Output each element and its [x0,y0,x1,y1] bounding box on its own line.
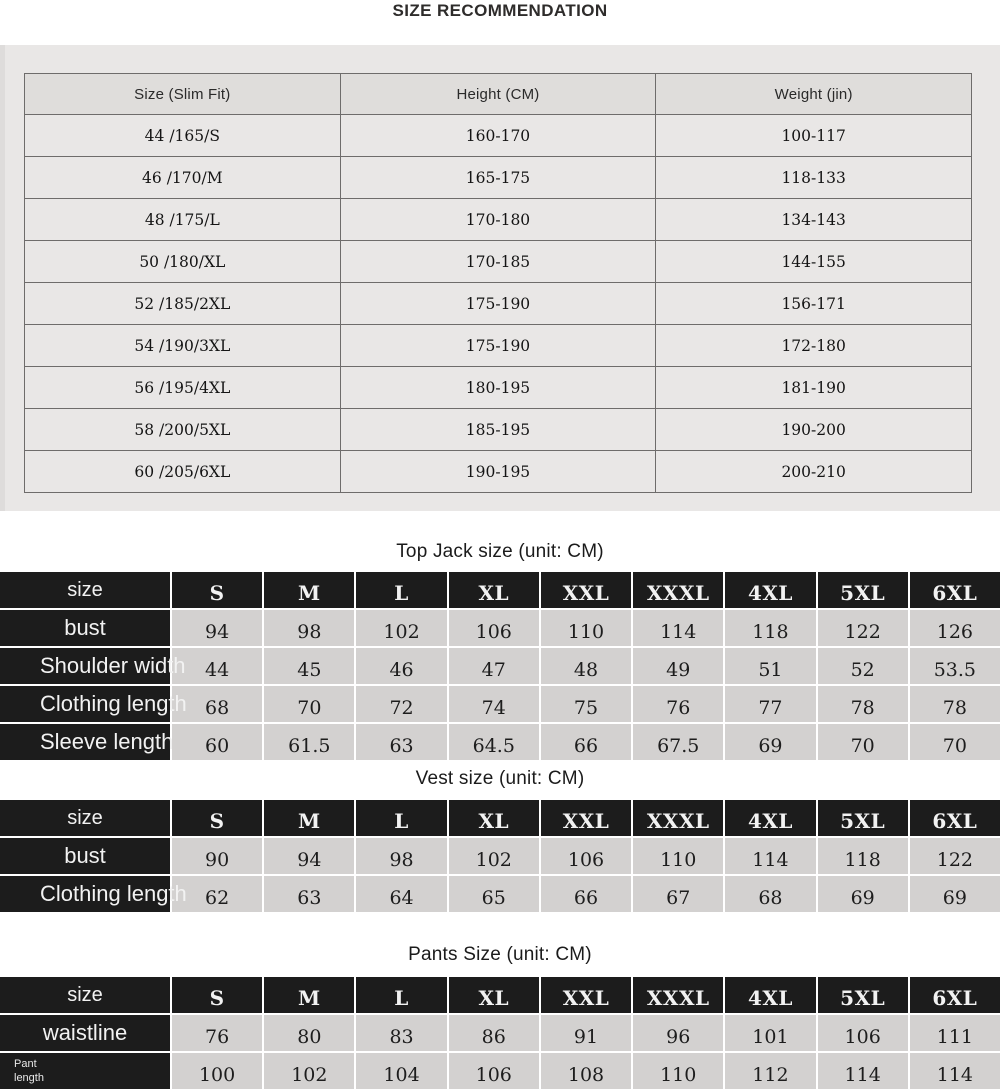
value-cell: 91 [541,1015,631,1051]
value-cell: 118 [725,610,815,646]
table-row [25,367,972,409]
value-cell: 64 [356,876,446,912]
value-cell: 106 [449,1053,539,1089]
value-cell: 65 [449,876,539,912]
value-cell: 77 [725,686,815,722]
pants-size-table [0,977,1000,1089]
value-cell: 78 [910,686,1000,722]
value-cell: 102 [264,1053,354,1089]
row-label-text: waistline [42,1020,128,1045]
table-row [25,157,972,199]
top-jacket-size-table [0,572,1000,760]
row-label-cell [0,686,187,722]
size-header-cell: M [264,800,354,836]
value-cell: 75 [541,686,631,722]
size-header-cell: XXXL [633,977,723,1013]
size-header-cell: S [172,977,262,1013]
value-cell: 94 [264,838,354,874]
table-cell: 160-170 [340,115,656,157]
row-label-cell [0,876,187,912]
table-cell: 200-210 [656,451,972,493]
value-cell: 110 [633,838,723,874]
row-label-text: bust [64,615,106,640]
table-row [25,283,972,325]
value-cell: 47 [449,648,539,684]
section-heading-pants: Pants Size (unit: CM) [408,944,592,965]
value-cell: 68 [725,876,815,912]
value-cell: 74 [449,686,539,722]
value-cell: 118 [818,838,908,874]
value-cell: 76 [172,1015,262,1051]
value-cell: 69 [818,876,908,912]
size-header-cell: 6XL [910,800,1000,836]
size-header-cell: XXL [541,800,631,836]
value-cell: 80 [264,1015,354,1051]
value-cell: 111 [910,1015,1000,1051]
value-cell: 102 [356,610,446,646]
value-cell: 62 [172,876,262,912]
value-cell: 101 [725,1015,815,1051]
value-cell: 108 [541,1053,631,1089]
table-header-cell: Weight (jin) [656,74,972,115]
table-header-row [25,74,972,115]
value-cell: 72 [356,686,446,722]
table-row [25,409,972,451]
value-cell: 110 [633,1053,723,1089]
size-header-cell: 4XL [725,572,815,608]
value-cell: 106 [449,610,539,646]
table-cell: 60 /205/6XL [25,451,341,493]
row-label-cell [0,1015,170,1051]
value-cell: 49 [633,648,723,684]
table-cell: 52 /185/2XL [25,283,341,325]
size-header-cell: XL [449,572,539,608]
value-cell: 83 [356,1015,446,1051]
value-cell: 112 [725,1053,815,1089]
table-header-cell: Height (CM) [340,74,656,115]
value-cell: 44 [172,648,262,684]
size-header-cell: M [264,572,354,608]
value-cell: 110 [541,610,631,646]
row-label-cell [0,610,170,646]
value-cell: 70 [910,724,1000,760]
size-header-cell: S [172,800,262,836]
value-cell: 90 [172,838,262,874]
value-cell: 66 [541,724,631,760]
value-cell: 51 [725,648,815,684]
value-cell: 106 [818,1015,908,1051]
value-cell: 61.5 [264,724,354,760]
value-cell: 102 [449,838,539,874]
value-cell: 122 [910,838,1000,874]
size-corner-cell: size [0,572,170,608]
row-label-text: Sleeve length [40,729,174,754]
vest-size-table [0,800,1000,912]
size-header-cell: 5XL [818,977,908,1013]
table-cell: 165-175 [340,157,656,199]
vest-size-grid [0,800,1000,912]
top-jacket-size-grid [0,572,1000,760]
table-cell: 44 /165/S [25,115,341,157]
size-header-cell: XXXL [633,572,723,608]
value-cell: 67.5 [633,724,723,760]
value-cell: 45 [264,648,354,684]
table-cell: 134-143 [656,199,972,241]
value-cell: 100 [172,1053,262,1089]
size-header-cell: XL [449,977,539,1013]
row-label-text: Clothing length [40,881,187,906]
table-cell: 172-180 [656,325,972,367]
section-heading-top-jacket: Top Jack size (unit: CM) [396,541,604,562]
value-cell: 48 [541,648,631,684]
size-corner-cell: size [0,977,170,1013]
value-cell: 126 [910,610,1000,646]
table-cell: 180-195 [340,367,656,409]
size-header-cell: L [356,800,446,836]
size-header-cell: L [356,977,446,1013]
row-label-cell [0,838,170,874]
value-cell: 98 [356,838,446,874]
size-header-cell: XXL [541,977,631,1013]
table-cell: 170-180 [340,199,656,241]
table-cell: 48 /175/L [25,199,341,241]
row-label-text: Clothing length [40,691,187,716]
size-header-cell: 4XL [725,977,815,1013]
table-cell: 56 /195/4XL [25,367,341,409]
table-header-cell: Size (Slim Fit) [25,74,341,115]
value-cell: 114 [633,610,723,646]
size-header-cell: 5XL [818,800,908,836]
value-cell: 114 [725,838,815,874]
page-title: SIZE RECOMMENDATION [392,1,608,20]
value-cell: 60 [172,724,262,760]
value-cell: 78 [818,686,908,722]
section-heading-vest: Vest size (unit: CM) [415,768,585,789]
table-cell: 175-190 [340,283,656,325]
value-cell: 46 [356,648,446,684]
row-label-text: Shoulder width [40,653,186,678]
size-header-cell: S [172,572,262,608]
value-cell: 64.5 [449,724,539,760]
value-cell: 67 [633,876,723,912]
table-cell: 58 /200/5XL [25,409,341,451]
table-cell: 144-155 [656,241,972,283]
value-cell: 63 [264,876,354,912]
value-cell: 68 [172,686,262,722]
pants-size-grid [0,977,1000,1089]
value-cell: 104 [356,1053,446,1089]
row-label-cell [0,724,174,760]
row-label-cell [0,1053,170,1089]
row-label-cell [0,648,186,684]
table-row [25,199,972,241]
table-cell: 100-117 [656,115,972,157]
size-header-cell: L [356,572,446,608]
value-cell: 76 [633,686,723,722]
table-cell: 118-133 [656,157,972,199]
size-header-cell: XXL [541,572,631,608]
size-header-cell: 4XL [725,800,815,836]
value-cell: 70 [818,724,908,760]
size-recommendation-table [24,73,972,493]
value-cell: 69 [725,724,815,760]
size-header-cell: 5XL [818,572,908,608]
value-cell: 122 [818,610,908,646]
size-recommendation-panel [0,45,1000,511]
value-cell: 69 [910,876,1000,912]
value-cell: 53.5 [910,648,1000,684]
table-cell: 170-185 [340,241,656,283]
value-cell: 106 [541,838,631,874]
value-cell: 96 [633,1015,723,1051]
size-header-cell: 6XL [910,977,1000,1013]
table-cell: 190-195 [340,451,656,493]
value-cell: 70 [264,686,354,722]
row-label-text: bust [64,843,106,868]
value-cell: 86 [449,1015,539,1051]
value-cell: 94 [172,610,262,646]
size-corner-cell: size [0,800,170,836]
table-cell: 54 /190/3XL [25,325,341,367]
value-cell: 114 [818,1053,908,1089]
value-cell: 63 [356,724,446,760]
value-cell: 66 [541,876,631,912]
table-cell: 50 /180/XL [25,241,341,283]
table-row [25,325,972,367]
table-cell: 175-190 [340,325,656,367]
table-row [25,115,972,157]
table-row [25,451,972,493]
table-cell: 185-195 [340,409,656,451]
row-label-text: Pant length [14,1057,44,1084]
table-cell: 190-200 [656,409,972,451]
value-cell: 98 [264,610,354,646]
size-header-cell: M [264,977,354,1013]
size-header-cell: 6XL [910,572,1000,608]
value-cell: 114 [910,1053,1000,1089]
value-cell: 52 [818,648,908,684]
size-header-cell: XL [449,800,539,836]
table-cell: 156-171 [656,283,972,325]
table-cell: 181-190 [656,367,972,409]
table-cell: 46 /170/M [25,157,341,199]
size-header-cell: XXXL [633,800,723,836]
table-row [25,241,972,283]
